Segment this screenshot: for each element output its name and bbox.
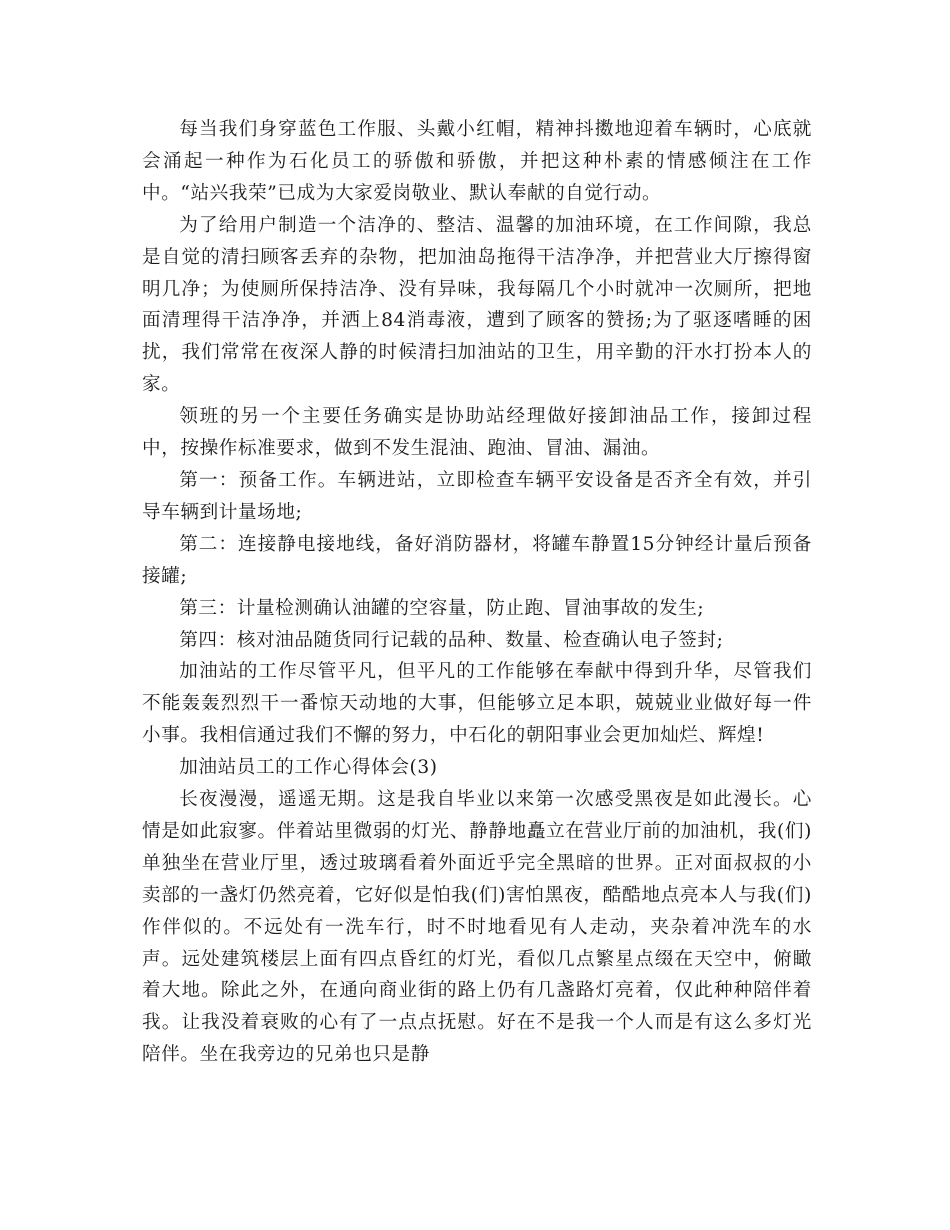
paragraph-unloading: 领班的另一个主要任务确实是协助站经理做好接卸油品工作，接卸过程中，按操作标准要求，做到不发生混油、跑油、冒油、漏油。 [142, 406, 812, 460]
paragraph-pride: 每当我们身穿蓝色工作服、头戴小红帽，精神抖擞地迎着车辆时，心底就会涌起一种作为石化员工的骄傲和骄傲，并把这种朴素的情感倾注在工作中。“站兴我荣”已成为大家爱岗敬业、默认奉献的自觉行动。 [142, 119, 812, 204]
paragraph-night: 长夜漫漫，遥遥无期。这是我自毕业以来第一次感受黑夜是如此漫长。心情是如此寂寥。伴着站里微弱的灯光、静静地矗立在营业厅前的加油机，我(们)单独坐在营业厅里，透过玻璃看着外面近乎完全黑暗的世界。正对面叔叔的小卖部的一盏灯仍然亮着，它好似是怕我(们)害怕黑夜，酷酷地点亮本人与我(们)作伴似的。不远处有一洗车行，时不时地看见有人走动，夹杂着冲洗车的水声。远处建筑楼层上面有四点昏红的灯光，看似几点繁星点缀在天空中，俯瞰着大地。除此之外，在通向商业街的路上仍有几盏路灯亮着，仅此种种陪伴着我。让我没着衰败的心有了一点点抚慰。好在不是我一个人而是有这么多灯光陪伴。坐在我旁边的兄弟也只是静 [142, 789, 813, 1066]
paragraph-step-3: 第三：计量检测确认油罐的空容量，防止跑、冒油事故的发生; [179, 597, 705, 619]
paragraph-cleaning: 为了给用户制造一个洁净的、整洁、温馨的加油环境，在工作间隙，我总是自觉的清扫顾客丢弃的杂物，把加油岛拖得干洁净净，并把营业大厅擦得窗明几净；为使厕所保持洁净、没有异味，我每隔几个小时就冲一次厕所，把地面清理得干洁净净，并洒上84消毒液，遭到了顾客的赞扬;为了驱逐嗜睡的困扰，我们常常在夜深人静的时候清扫加油站的卫生，用辛勤的汗水打扮本人的家。 [142, 214, 812, 396]
section-heading: 加油站员工的工作心得体会(3) [179, 757, 438, 779]
paragraph-conclusion: 加油站的工作尽管平凡，但平凡的工作能够在奉献中得到升华，尽管我们不能轰轰烈烈干一番惊天动地的大事，但能够立足本职，兢兢业业做好每一件小事。我相信通过我们不懈的努力，中石化的朝阳事业会更加灿烂、辉煌! [142, 661, 812, 747]
paragraph-step-2: 第二：连接静电接地线，备好消防器材，将罐车静置15分钟经计量后预备接罐; [142, 533, 812, 587]
paragraph-step-4: 第四：核对油品随货同行记载的品种、数量、检查确认电子签封; [179, 629, 724, 651]
document-body [142, 114, 812, 1071]
paragraph-step-1: 第一：预备工作。车辆进站，立即检查车辆平安设备是否齐全有效，并引导车辆到计量场地; [142, 469, 812, 523]
